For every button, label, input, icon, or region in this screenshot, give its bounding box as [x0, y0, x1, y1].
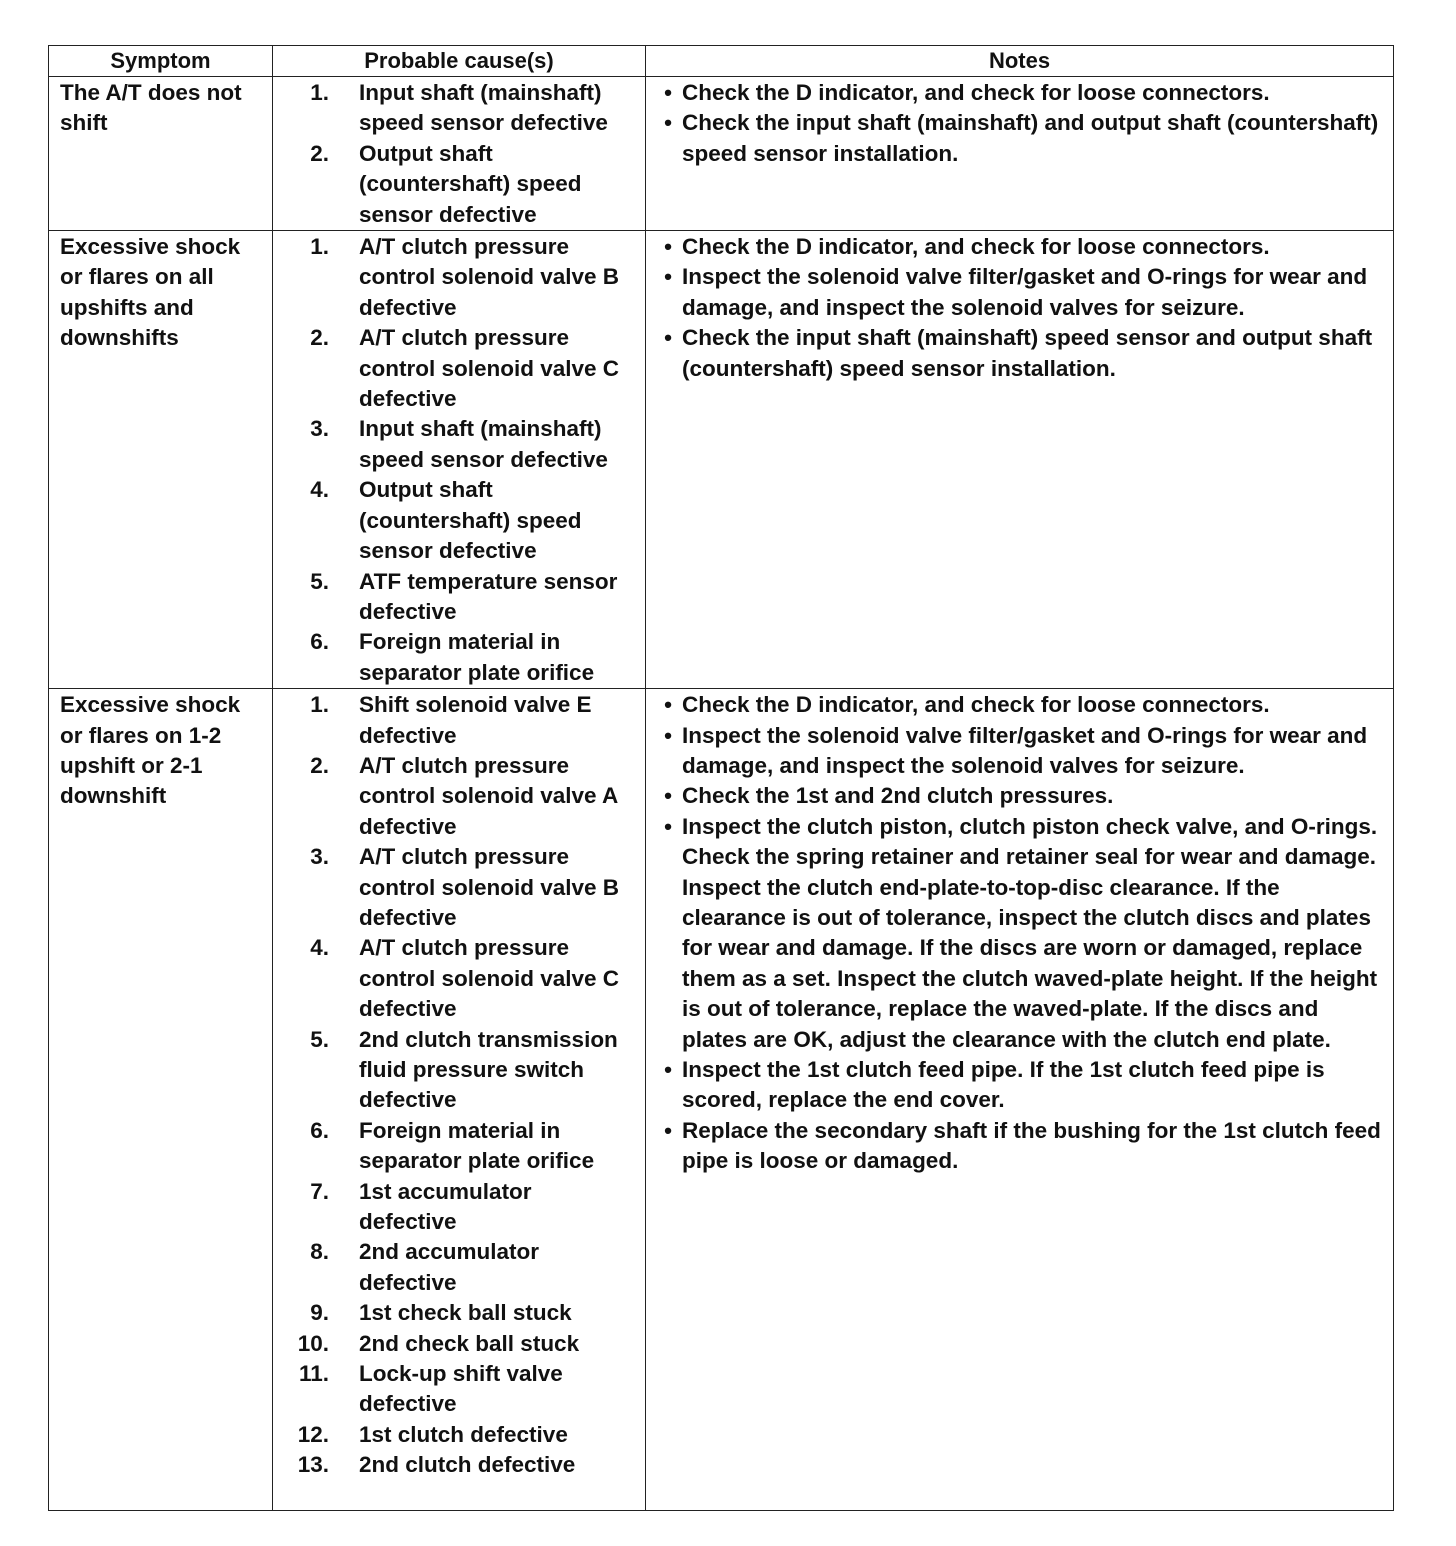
cause-number: 6.: [310, 1117, 329, 1143]
note-item: [646, 78, 1393, 108]
cause-item: [273, 751, 645, 842]
cause-item: [273, 1177, 645, 1238]
bullet-icon: •: [664, 692, 672, 718]
cause-item: [273, 1025, 645, 1116]
cause-text: 2nd check ball stuck: [359, 1330, 580, 1356]
bullet-icon: •: [664, 80, 672, 105]
cause-number: 6.: [310, 629, 329, 655]
cause-number: 1.: [310, 234, 329, 260]
cause-text: Output shaft (countershaft) speed sensor defective: [359, 140, 582, 227]
cause-text: Lock-up shift valve defective: [359, 1361, 563, 1417]
header-notes: Notes: [646, 46, 1394, 77]
cause-number: 1.: [310, 80, 329, 105]
cause-text: ATF temperature sensor defective: [359, 568, 618, 624]
cause-item: [273, 475, 645, 566]
cause-text: A/T clutch pressure control solenoid valve B defective: [359, 234, 620, 320]
cause-text: Shift solenoid valve E defective: [359, 692, 592, 748]
cause-text: Output shaft (countershaft) speed sensor defective: [359, 477, 582, 564]
note-item: [646, 1055, 1393, 1116]
cause-number: 2.: [310, 752, 329, 778]
cause-item: [273, 1450, 645, 1480]
cause-number: 9.: [310, 1300, 329, 1326]
cause-number: 3.: [310, 416, 329, 442]
cause-item: [273, 232, 645, 323]
cause-item: [273, 139, 645, 230]
cause-number: 12.: [297, 1421, 329, 1447]
note-text: Check the D indicator, and check for loose connectors.: [682, 692, 1270, 718]
symptom-cell: Excessive shock or flares on all upshifts and downshifts: [49, 231, 273, 689]
cause-item: [273, 567, 645, 628]
cause-number: 4.: [310, 477, 329, 503]
causes-cell: [273, 77, 646, 231]
cause-text: Foreign material in separator plate orifice: [359, 1117, 595, 1174]
cause-item: [273, 1329, 645, 1359]
note-text: Replace the secondary shaft if the bushing for the 1st clutch feed pipe is loose or damaged.: [682, 1117, 1381, 1174]
note-item: [646, 262, 1393, 323]
bullet-icon: •: [664, 234, 672, 260]
cause-text: 2nd accumulator defective: [359, 1239, 540, 1295]
cause-item: [273, 933, 645, 1024]
table-header-row: [49, 46, 1394, 77]
cause-number: 4.: [310, 935, 329, 961]
cause-number: 2.: [310, 140, 329, 166]
cause-text: Input shaft (mainshaft) speed sensor defective: [359, 80, 608, 136]
cause-number: 10.: [297, 1330, 329, 1356]
table-row: [49, 77, 1394, 231]
note-item: [646, 690, 1393, 720]
cause-item: [273, 1237, 645, 1298]
notes-cell: [646, 77, 1394, 231]
cause-text: 2nd clutch defective: [359, 1452, 576, 1478]
cause-text: 1st clutch defective: [359, 1421, 568, 1447]
cause-number: 2.: [310, 325, 329, 351]
cause-text: 2nd clutch transmission fluid pressure switch defective: [359, 1026, 618, 1113]
cause-item: [273, 1420, 645, 1450]
note-text: Inspect the solenoid valve filter/gasket and O-rings for wear and damage, and inspect the solenoid valves for seizure.: [682, 264, 1368, 320]
bullet-icon: •: [664, 1057, 672, 1082]
note-text: Check the D indicator, and check for loose connectors.: [682, 234, 1270, 260]
notes-cell: [646, 689, 1394, 1511]
causes-cell: [273, 231, 646, 689]
symptom-cell: The A/T does not shift: [49, 77, 273, 231]
note-text: Check the input shaft (mainshaft) speed sensor and output shaft (countershaft) speed sensor installation.: [682, 325, 1373, 381]
cause-number: 7.: [310, 1178, 329, 1204]
note-item: [646, 721, 1393, 782]
bullet-icon: •: [664, 813, 672, 839]
note-text: Inspect the 1st clutch feed pipe. If the 1st clutch feed pipe is scored, replace the end cover.: [682, 1057, 1325, 1113]
cause-item: [273, 690, 645, 751]
cause-text: A/T clutch pressure control solenoid valve C defective: [359, 935, 620, 1022]
cause-text: Input shaft (mainshaft) speed sensor defective: [359, 416, 608, 472]
note-text: Check the input shaft (mainshaft) and output shaft (countershaft) speed sensor installation.: [682, 110, 1379, 166]
note-item: [646, 812, 1393, 1055]
bullet-icon: •: [664, 1117, 672, 1143]
note-text: Check the D indicator, and check for loose connectors.: [682, 80, 1270, 105]
bullet-icon: •: [664, 783, 672, 809]
bullet-icon: •: [664, 722, 672, 748]
cause-number: 5.: [310, 1026, 329, 1052]
note-text: Inspect the clutch piston, clutch piston check valve, and O-rings. Check the spring retainer and retainer seal for wear and damage. Inspect the clutch end-plate-to-top-disc clearance. If the clearance is out of tolerance, inspect the clutch discs and plates for wear and damage. If the discs are worn or damaged, replace them as a set. Inspect the clutch waved-plate height. If the height is out of tolerance, replace the waved-plate. If the discs and plates are OK, adjust the clearance with the clutch end plate.: [682, 813, 1378, 1052]
note-text: Inspect the solenoid valve filter/gasket and O-rings for wear and damage, and inspect the solenoid valves for seizure.: [682, 722, 1368, 778]
cause-item: [273, 323, 645, 414]
bullet-icon: •: [664, 325, 672, 351]
cause-number: 8.: [310, 1239, 329, 1265]
symptom-cell: Excessive shock or flares on 1-2 upshift or 2-1 downshift: [49, 689, 273, 1511]
cause-text: 1st check ball stuck: [359, 1300, 572, 1326]
table-row: [49, 689, 1394, 1511]
header-symptom: Symptom: [49, 46, 273, 77]
cause-item: [273, 1359, 645, 1420]
note-item: [646, 232, 1393, 262]
cause-item: [273, 627, 645, 688]
causes-cell: [273, 689, 646, 1511]
cause-text: A/T clutch pressure control solenoid valve C defective: [359, 325, 620, 412]
cause-text: Foreign material in separator plate orifice: [359, 629, 595, 685]
troubleshooting-table: [48, 45, 1394, 1511]
note-item: [646, 108, 1393, 169]
cause-number: 1.: [310, 692, 329, 718]
cause-number: 11.: [298, 1361, 329, 1387]
cause-number: 13.: [297, 1452, 329, 1478]
table-row: [49, 231, 1394, 689]
note-text: Check the 1st and 2nd clutch pressures.: [682, 783, 1114, 809]
cause-item: [273, 78, 645, 139]
cause-item: [273, 414, 645, 475]
cause-text: A/T clutch pressure control solenoid valve A defective: [359, 752, 618, 839]
cause-item: [273, 1116, 645, 1177]
note-item: [646, 1116, 1393, 1177]
note-item: [646, 323, 1393, 384]
cause-text: 1st accumulator defective: [359, 1178, 532, 1235]
bullet-icon: •: [664, 264, 672, 290]
cause-item: [273, 842, 645, 933]
note-item: [646, 781, 1393, 811]
cause-text: A/T clutch pressure control solenoid valve B defective: [359, 844, 620, 930]
cause-item: [273, 1298, 645, 1328]
header-probable-causes: Probable cause(s): [273, 46, 646, 77]
cause-number: 3.: [310, 844, 329, 870]
cause-number: 5.: [310, 568, 329, 594]
bullet-icon: •: [664, 110, 672, 136]
notes-cell: [646, 231, 1394, 689]
